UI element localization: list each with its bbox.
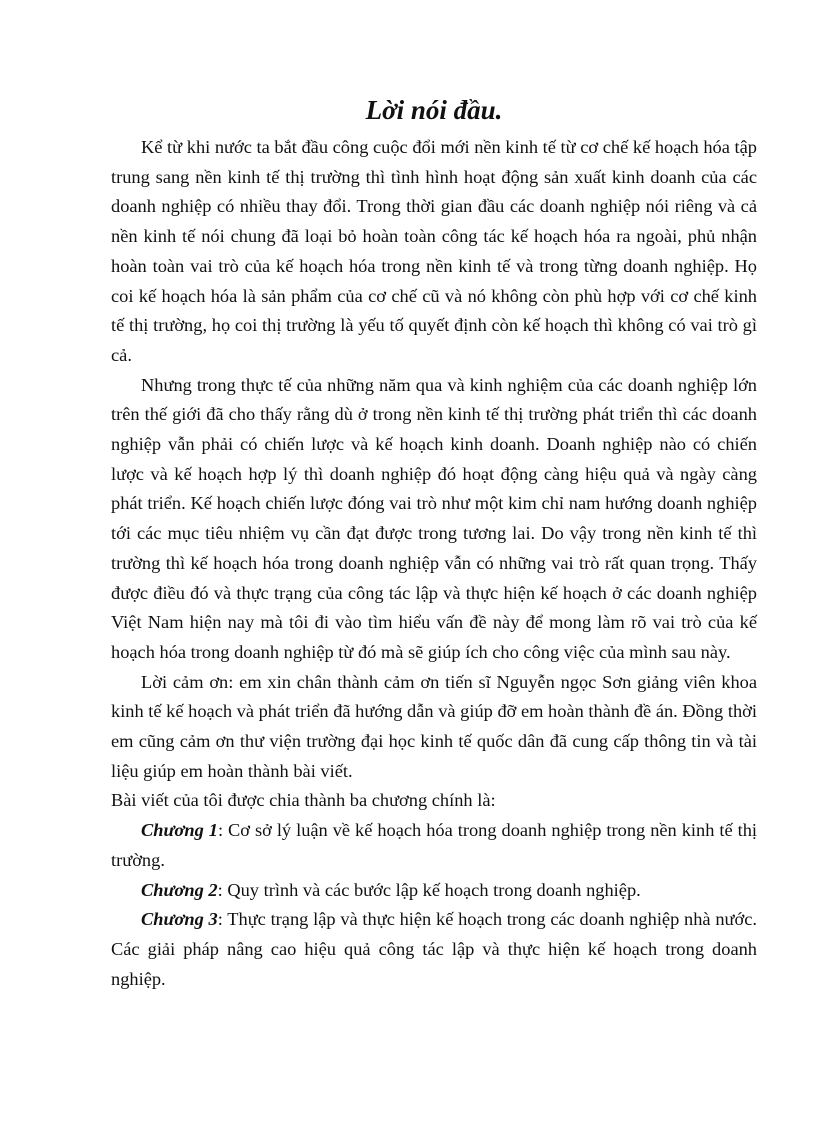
- paragraph-acknowledgement: Lời cảm ơn: em xin chân thành cảm ơn tiến sĩ Nguyễn ngọc Sơn giảng viên khoa kinh tế kế hoạch và phát triển đã hướng dẫn và giúp đỡ em hoàn thành đề án. Đồng thời em cũng cảm ơn thư viện trường đại học kinh tế quốc dân đã cung cấp thông tin và tài liệu giúp em hoàn thành bài viết.: [111, 671, 757, 781]
- paragraph-context: Nhưng trong thực tế của những năm qua và kinh nghiệm của các doanh nghiệp lớn trên thế giới đã cho thấy rằng dù ở trong nền kinh tế thị trường phát triển thì các doanh nghiệp vẫn phải có chiến lược và kế hoạch kinh doanh. Doanh nghiệp nào có chiến lược và kế hoạch hợp lý thì doanh nghiệp đó hoạt động càng hiệu quả và ngày càng phát triển. Kế hoạch chiến lược đóng vai trò như một kim chỉ nam hướng doanh nghiệp tới các mục tiêu nhiệm vụ cần đạt được trong tương lai. Do vậy trong nền kinh tế thì trường thì kế hoạch hóa trong doanh nghiệp vẫn có những vai trò rất quan trọng. Thấy được điều đó và thực trạng của công tác lập và thực hiện kế hoạch ở các doanh nghiệp Việt Nam hiện nay mà tôi đi vào tìm hiểu vấn đề này để mong làm rõ vai trò của kế hoạch hóa trong doanh nghiệp từ đó mà sẽ giúp ích cho công việc của mình sau này.: [111, 374, 757, 662]
- chapter-3-label: Chương 3: [141, 909, 218, 930]
- chapters-intro-line: Bài viết của tôi được chia thành ba chương chính là:: [111, 790, 496, 811]
- chapter-2-text: : Quy trình và các bước lập kế hoạch trong doanh nghiệp.: [217, 879, 641, 900]
- chapter-3-text: : Thực trạng lập và thực hiện kế hoạch trong các doanh nghiệp nhà nước. Các giải pháp nâng cao hiệu quả công tác lập và thực hiện kế hoạch trong doanh nghiệp.: [111, 909, 757, 989]
- page-title: Lời nói đầu.: [365, 95, 503, 125]
- chapter-item-1: [111, 816, 757, 875]
- chapter-item-3: [111, 905, 757, 994]
- chapter-item-2: [111, 876, 757, 906]
- document-page: [111, 93, 757, 994]
- chapter-1-text: : Cơ sở lý luận về kế hoạch hóa trong doanh nghiệp trong nền kinh tế thị trường.: [111, 820, 757, 870]
- chapter-2-label: Chương 2: [141, 879, 218, 900]
- paragraph-intro: Kể từ khi nước ta bắt đầu công cuộc đổi mới nền kinh tế từ cơ chế kế hoạch hóa tập trung sang nền kinh tế thị trường thì tình hình hoạt động sản xuất kinh doanh của các doanh nghiệp có nhiều thay đổi. Trong thời gian đầu các doanh nghiệp nói riêng và cả nền kinh tế nói chung đã loại bỏ hoàn toàn công tác kế hoạch hóa ra ngoài, phủ nhận hoàn toàn vai trò của kế hoạch hóa trong nền kinh tế và trong từng doanh nghiệp. Họ coi kế hoạch hóa là sản phẩm của cơ chế cũ và nó không còn phù hợp với cơ chế kinh tế thị trường, họ coi thị trường là yếu tố quyết định còn kế hoạch thì không có vai trò gì cả.: [111, 137, 757, 365]
- chapter-1-label: Chương 1: [141, 820, 218, 841]
